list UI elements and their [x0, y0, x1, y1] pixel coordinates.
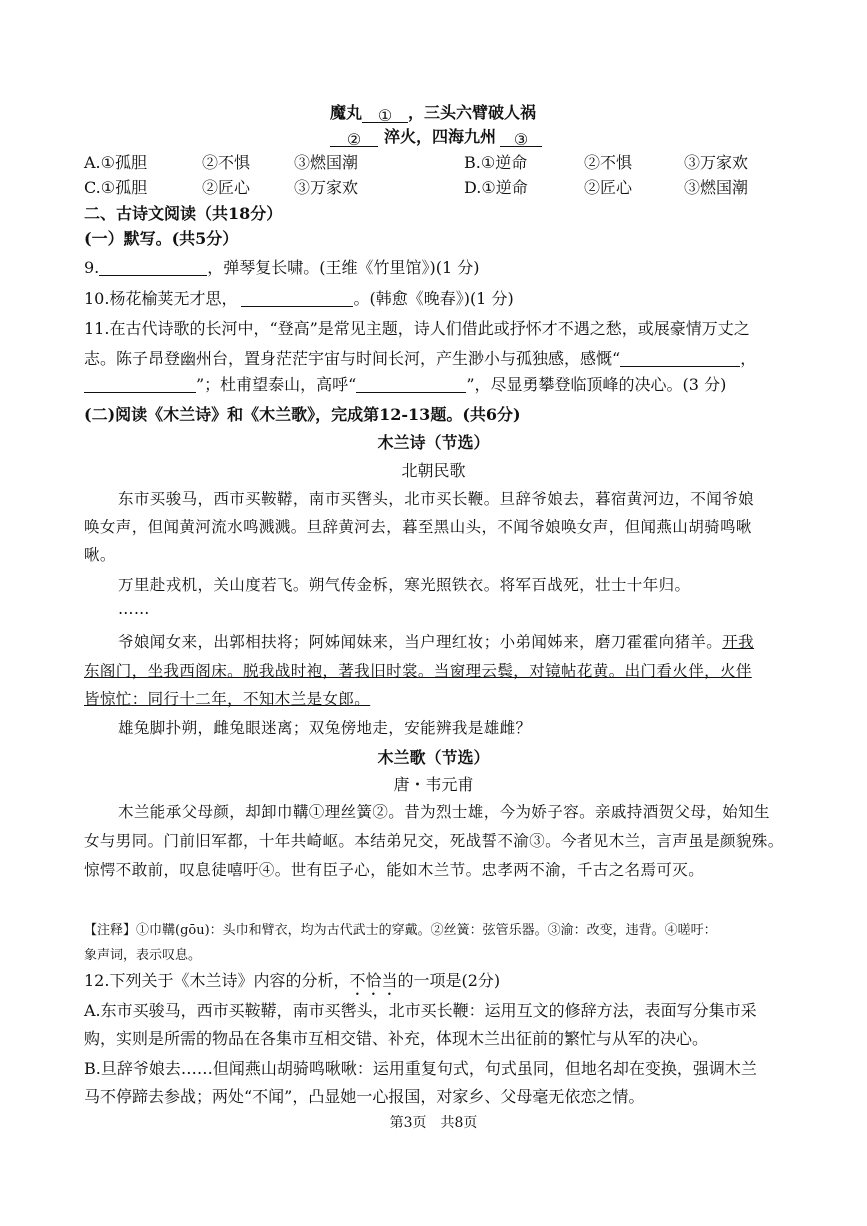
- option-d1: D.①逆命: [464, 178, 528, 197]
- emphasis-text: 不恰当: [349, 971, 398, 990]
- underlined-text: 皆惊忙：同行十二年，不知木兰是女郎。: [84, 690, 371, 708]
- option-c3: ③万家欢: [294, 178, 359, 197]
- poem-body-line: 木兰能承父母颜，却卸巾鞲①理丝簧②。昔为烈士雄，今为娇子容。亲戚持酒贺父母，始知生: [118, 803, 770, 821]
- answer-blank[interactable]: [241, 290, 353, 307]
- question-11-line-2: [84, 346, 756, 369]
- question-text: ”；杜甫望泰山，高呼“: [196, 375, 357, 394]
- poem-body-line: 啾。: [84, 546, 116, 564]
- option-b-line: 马不停蹄去参战；两处“不闻”，凸显她一心报国，对家乡、父母毫无依恋之情。: [84, 1087, 645, 1106]
- question-text: 10.杨花榆荚无才思，: [84, 289, 238, 308]
- question-text: 的一项是(2分): [397, 971, 501, 990]
- section-heading: 二、古诗文阅读（共18分）: [84, 204, 283, 223]
- answer-blank[interactable]: [356, 376, 466, 393]
- blank-2-label: ②: [346, 130, 362, 149]
- options-row-1: [84, 150, 804, 172]
- poem-title: 木兰歌（节选）: [377, 748, 490, 767]
- option-a-line: A.东市买骏马，西市买鞍鞯，南市买辔头，北市买长鞭：运用互文的修辞方法，表面写分集市采: [84, 1001, 757, 1020]
- options-row-2: [84, 175, 804, 197]
- option-d2: ②匠心: [584, 178, 633, 197]
- poem-text: 爷娘闻女来，出郭相扶将；阿姊闻妹来，当户理红妆；小弟闻姊来，磨刀霍霍向猪羊。: [118, 633, 723, 651]
- question-text: ，弹琴复长啸。(王维《竹里馆》)(1 分): [207, 258, 480, 277]
- question-9: [84, 255, 480, 278]
- option-a2: ②不惧: [202, 153, 251, 172]
- blank-1-label: ①: [377, 106, 393, 125]
- poem-body-line: 惊愕不敢前，叹息徒嘻吁④。世有臣子心，能如木兰节。忠孝两不渝，千古之名焉可灭。: [84, 861, 705, 879]
- question-text: 12.下列关于《木兰诗》内容的分析，: [84, 971, 350, 990]
- ellipsis: ……: [118, 600, 150, 618]
- blank-3-label: ③: [513, 130, 529, 149]
- poem-body-line: 女与男同。门前旧军都，十年共崎岖。本结弟兄交，死战誓不渝③。今者见木兰，言声虽是颜貌殊。: [84, 832, 784, 850]
- poem-body-line: 东市买骏马，西市买鞍鞯，南市买辔头，北市买长鞭。旦辞爷娘去，暮宿黄河边，不闻爷娘: [118, 490, 755, 508]
- option-a3: ③燃国潮: [294, 153, 359, 172]
- subsection-heading: (二)阅读《木兰诗》和《木兰歌》，完成第12-13题。(共6分): [84, 405, 521, 424]
- page-number: 第3页 共8页: [389, 1115, 478, 1131]
- poem-text: ，三头六臂破人祸: [408, 103, 537, 122]
- question-text: 志。陈子昂登幽州台，置身茫茫宇宙与时间长河，产生渺小与孤独感，感慨“: [84, 349, 621, 368]
- option-b2: ②不惧: [584, 153, 633, 172]
- option-a-line: 购，实则是所需的物品在各集市互相交错、补充，体现木兰出征前的繁忙与从军的决心。: [84, 1029, 709, 1048]
- option-d3: ③燃国潮: [684, 178, 749, 197]
- poem-author: 唐・韦元甫: [393, 775, 474, 794]
- option-c1: C.①孤胆: [84, 178, 148, 197]
- blank-1: [362, 106, 408, 123]
- answer-blank[interactable]: [84, 376, 196, 393]
- option-a1: A.①孤胆: [84, 153, 147, 172]
- question-text: ”，尽显勇攀登临顶峰的决心。(3 分): [466, 375, 727, 394]
- question-text: 。(韩愈《晚春》)(1 分): [353, 289, 514, 308]
- option-b-line: B.旦辞爷娘去……但闻燕山胡骑鸣啾啾：运用重复句式，句式虽同，但地名却在变换，强调木兰: [84, 1059, 757, 1078]
- poem-text: 淬火，四海九州: [384, 127, 497, 146]
- question-10: [84, 286, 514, 309]
- poem-body-line: 万里赴戎机，关山度若飞。朔气传金柝，寒光照铁衣。将军百战死，壮士十年归。: [118, 576, 691, 594]
- poem-body-line: 唤女声，但闻黄河流水鸣溅溅。旦辞黄河去，暮至黑山头，不闻爷娘唤女声，但闻燕山胡骑鸣啾: [84, 518, 752, 536]
- annotation-line: 象声词，表示叹息。: [84, 948, 202, 963]
- underlined-text: 开我: [722, 633, 755, 651]
- answer-blank[interactable]: [99, 259, 207, 276]
- question-11-line-3: [84, 372, 726, 395]
- poem-author: 北朝民歌: [401, 461, 466, 480]
- question-12-stem: [84, 968, 500, 999]
- blank-2: [330, 130, 378, 147]
- option-c2: ②匠心: [202, 178, 251, 197]
- poem-line-1: [330, 100, 536, 123]
- poem-body-line: 雄兔脚扑朔，雌兔眼迷离；双兔傍地走，安能辨我是雄雌？: [118, 719, 532, 737]
- poem-line-2: [330, 124, 542, 147]
- question-number: 9.: [84, 258, 100, 277]
- question-text: ，: [740, 349, 757, 368]
- poem-body-line: [118, 630, 754, 652]
- poem-title: 木兰诗（节选）: [377, 433, 490, 452]
- blank-3: [500, 130, 542, 147]
- poem-text: 魔丸: [330, 103, 363, 122]
- option-b1: B.①逆命: [464, 153, 528, 172]
- answer-blank[interactable]: [620, 350, 740, 367]
- subsection-heading: (一）默写。(共5分）: [84, 229, 239, 248]
- option-b3: ③万家欢: [684, 153, 749, 172]
- annotation-line: 【注释】①巾鞲(gōu)：头巾和臂衣，均为古代武士的穿戴。②丝簧：弦管乐器。③渝：改变，违背。④嗟吁：: [84, 923, 717, 938]
- underlined-text: 东阁门，坐我西阁床。脱我战时袍，著我旧时裳。当窗理云鬓，对镜帖花黄。出门看火伴，火伴: [84, 662, 752, 680]
- question-11-line-1: 11.在古代诗歌的长河中，“登高”是常见主题，诗人们借此或抒怀才不遇之愁，或展豪情万丈之: [84, 319, 750, 338]
